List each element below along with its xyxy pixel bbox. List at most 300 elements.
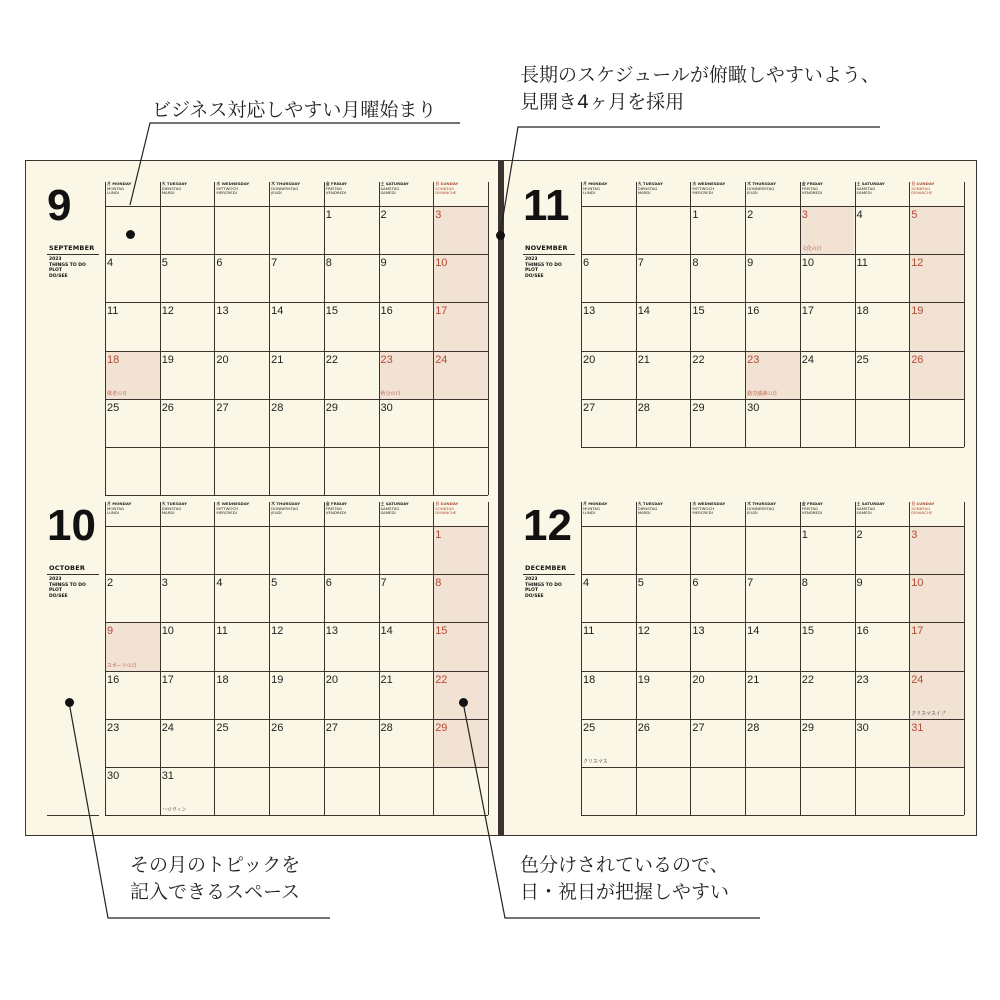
day-number: 4: [583, 577, 590, 590]
day-cell: [379, 254, 434, 302]
day-cell: [581, 622, 636, 670]
grid-vline: [855, 182, 856, 447]
day-cell: [745, 254, 800, 302]
day-number: 20: [216, 353, 229, 366]
weekday-fr: LUNDI: [583, 190, 595, 196]
weekday-header-sunday: [911, 502, 963, 526]
weekday-header-thursday: [271, 502, 323, 526]
day-number: 3: [801, 209, 808, 221]
day-number: 26: [637, 721, 650, 734]
day-number: 5: [637, 577, 644, 590]
weekday-de: SONNTAG: [435, 185, 455, 191]
day-cell: [269, 622, 324, 670]
day-cell: [800, 622, 855, 670]
topic-label: DO/SEE: [49, 273, 68, 279]
weekday-fr: VENDREDI: [801, 190, 823, 196]
grid-hline: [105, 719, 488, 720]
day-number: 7: [271, 257, 278, 270]
weekday-header-friday: [326, 502, 378, 526]
month-name: OCTOBER: [49, 564, 86, 572]
month-topic-labels: [525, 257, 562, 279]
topic-label: THINGS TO DO: [49, 582, 86, 588]
day-number: 2: [380, 209, 387, 221]
weekday-en: 水 WEDNESDAY: [692, 181, 726, 186]
day-number: 11: [583, 625, 595, 638]
day-number: 16: [380, 305, 393, 318]
day-cell: [105, 622, 160, 670]
day-cell: [581, 574, 636, 622]
day-cell: [433, 574, 488, 622]
day-cell: [433, 719, 488, 767]
day-number: 21: [271, 353, 284, 366]
weekday-fr: MERCREDI: [692, 190, 713, 196]
day-cell: [855, 719, 910, 767]
day-cell: [855, 671, 910, 719]
weekday-header-thursday: [747, 502, 799, 526]
weekday-en: 金 FRIDAY: [325, 181, 347, 186]
grid-vline: [800, 182, 801, 447]
holiday-name: 敬老の日: [107, 390, 128, 397]
day-cell: [636, 719, 691, 767]
day-number: 2: [856, 529, 863, 541]
day-cell: [324, 254, 379, 302]
grid-hline: [105, 815, 488, 816]
weekday-fr: MERCREDI: [216, 510, 237, 516]
weekday-header-wednesday: [692, 182, 744, 206]
weekday-en: 水 WEDNESDAY: [216, 181, 250, 186]
day-cell: [105, 719, 160, 767]
weekday-header-monday: [583, 502, 635, 526]
day-number: 4: [107, 257, 114, 270]
day-number: 6: [325, 577, 332, 590]
day-number: 10: [435, 257, 448, 270]
day-number: 17: [435, 305, 448, 318]
day-number: 9: [856, 577, 863, 590]
day-number: 8: [325, 257, 332, 270]
day-number: 5: [161, 257, 168, 270]
weekday-de: DONNERSTAG: [271, 505, 299, 511]
weekday-fr: MERCREDI: [692, 510, 713, 516]
weekday-de: SAMSTAG: [380, 505, 400, 511]
day-number: 5: [911, 209, 918, 221]
weekday-header-tuesday: [162, 502, 214, 526]
grid-hline: [105, 302, 488, 303]
weekday-fr: LUNDI: [107, 510, 119, 516]
day-cell: [160, 254, 215, 302]
weekday-fr: SAMEDI: [856, 510, 872, 516]
day-number: 15: [435, 625, 448, 638]
day-number: 24: [435, 353, 448, 366]
month-block: [25, 160, 501, 480]
holiday-name: スポーツの日: [107, 662, 137, 669]
day-cell: [105, 254, 160, 302]
day-number: 23: [747, 353, 760, 366]
day-number: 27: [325, 721, 339, 734]
weekday-fr: MERCREDI: [216, 190, 237, 196]
grid-vline: [800, 502, 801, 815]
day-cell: [214, 526, 269, 574]
day-number: 18: [107, 353, 120, 366]
weekday-fr: SAMEDI: [380, 510, 396, 516]
day-cell: [855, 574, 910, 622]
holiday-name: 文化の日: [801, 246, 822, 253]
weekday-header-saturday: [857, 182, 909, 206]
day-cell: [433, 206, 488, 254]
topic-label: THINGS TO DO: [49, 262, 86, 268]
weekday-de: DIENSTAG: [637, 505, 658, 511]
day-number: 24: [801, 353, 815, 366]
calendar-grid: [581, 502, 964, 815]
day-number: 1: [801, 529, 808, 541]
weekday-de: SAMSTAG: [380, 185, 400, 191]
day-number: 31: [911, 721, 924, 734]
callout-line: 記入できるスペース: [130, 881, 301, 903]
day-number: 13: [325, 625, 339, 638]
callout-dot-icon: [459, 698, 468, 707]
day-number: 15: [692, 305, 705, 318]
weekday-fr: VENDREDI: [325, 510, 347, 516]
grid-vline: [105, 182, 106, 495]
weekday-de: DIENSTAG: [161, 185, 182, 191]
day-number: 26: [161, 401, 174, 414]
grid-hline: [581, 719, 964, 720]
day-cell: [690, 622, 745, 670]
topic-label: 2023: [49, 257, 62, 262]
day-cell: [433, 622, 488, 670]
day-cell: [379, 622, 434, 670]
day-number: 27: [692, 721, 705, 734]
callout-line: 日・祝日が把握しやすい: [520, 881, 730, 903]
callout-color-coded: [520, 852, 729, 906]
day-cell: [105, 574, 160, 622]
day-cell: [800, 574, 855, 622]
weekday-de: FREITAG: [801, 185, 819, 191]
weekday-en: 月 MONDAY: [583, 501, 608, 506]
weekday-en: 日 SUNDAY: [911, 181, 935, 186]
grid-hline: [581, 574, 964, 575]
day-cell: [909, 767, 964, 815]
weekday-de: DONNERSTAG: [747, 185, 775, 191]
day-number: 28: [747, 721, 760, 734]
grid-vline: [105, 502, 106, 815]
weekday-header-sunday: [435, 182, 487, 206]
day-number: 25: [583, 721, 596, 734]
day-number: 9: [107, 625, 114, 638]
weekday-de: SONNTAG: [911, 185, 931, 191]
day-cell: [105, 399, 160, 447]
day-number: 25: [107, 401, 120, 414]
day-number: 28: [637, 401, 650, 414]
day-cell: [379, 767, 434, 815]
day-cell: [800, 399, 855, 447]
day-number: 26: [911, 353, 924, 366]
grid-hline: [581, 302, 964, 303]
grid-hline: [581, 815, 964, 816]
day-number: 5: [271, 577, 278, 590]
day-cell: [324, 622, 379, 670]
grid-vline: [214, 182, 215, 495]
side-bottom-rule: [47, 815, 99, 816]
day-number: 13: [583, 305, 596, 318]
weekday-en: 月 MONDAY: [107, 181, 132, 186]
day-number: 11: [856, 257, 868, 270]
weekday-en: 月 MONDAY: [583, 181, 608, 186]
weekday-header-friday: [326, 182, 378, 206]
weekday-fr: JEUDI: [747, 510, 758, 516]
grid-vline: [269, 182, 270, 495]
day-cell: [745, 399, 800, 447]
day-number: 11: [216, 625, 228, 638]
weekday-fr: DIMANCHE: [911, 190, 933, 196]
day-number: 6: [216, 257, 223, 270]
holiday-name: 勤労感謝の日: [747, 390, 778, 397]
day-number: 9: [380, 257, 387, 270]
weekday-fr: LUNDI: [583, 510, 595, 516]
weekday-en: 火 TUESDAY: [161, 181, 187, 186]
day-number: 30: [380, 401, 393, 414]
day-cell: [636, 767, 691, 815]
callout-dot-icon: [65, 698, 74, 707]
grid-hline: [105, 206, 488, 207]
callout-dot-icon: [126, 230, 135, 239]
day-cell: [379, 719, 434, 767]
day-number: 10: [161, 625, 174, 638]
day-cell: [581, 399, 636, 447]
day-number: 18: [856, 305, 869, 318]
side-divider: [47, 254, 99, 255]
day-cell: [855, 526, 910, 574]
day-cell: [636, 254, 691, 302]
weekday-en: 火 TUESDAY: [637, 501, 663, 506]
grid-hline: [581, 447, 964, 448]
day-number: 21: [380, 673, 393, 686]
day-number: 19: [271, 673, 284, 686]
day-cell: [269, 719, 324, 767]
planner-spread: [25, 160, 977, 836]
day-number: 7: [747, 577, 754, 590]
month-name: SEPTEMBER: [49, 244, 95, 252]
topic-label: DO/SEE: [525, 273, 544, 279]
weekday-en: 木 THURSDAY: [271, 181, 300, 186]
callout-line: 色分けされているので、: [520, 854, 729, 876]
day-cell: [105, 302, 160, 350]
weekday-header-monday: [583, 182, 635, 206]
event-note: クリスマスイブ: [911, 710, 946, 717]
weekday-en: 水 WEDNESDAY: [692, 501, 726, 506]
day-cell: [105, 351, 160, 399]
day-number: 13: [692, 625, 705, 638]
day-number: 24: [161, 721, 174, 734]
topic-label: DO/SEE: [525, 593, 544, 599]
day-cell: [433, 526, 488, 574]
day-cell: [160, 399, 215, 447]
day-cell: [909, 351, 964, 399]
grid-vline: [379, 502, 380, 815]
weekday-en: 木 THURSDAY: [747, 181, 776, 186]
day-cell: [855, 351, 910, 399]
day-number: 16: [856, 625, 869, 638]
day-number: 1: [435, 529, 442, 541]
month-topic-labels: [49, 577, 86, 599]
day-cell: [214, 671, 269, 719]
day-cell: [324, 526, 379, 574]
day-cell: [379, 399, 434, 447]
event-note: クリスマス: [583, 758, 608, 765]
day-number: 20: [325, 673, 339, 686]
weekday-header-thursday: [747, 182, 799, 206]
weekday-fr: DIMANCHE: [435, 510, 457, 516]
weekday-header-wednesday: [216, 502, 268, 526]
day-cell: [855, 254, 910, 302]
day-number: 24: [911, 673, 924, 686]
day-cell: [909, 574, 964, 622]
day-cell: [636, 206, 691, 254]
day-number: 22: [435, 673, 448, 686]
weekday-de: FREITAG: [801, 505, 819, 511]
day-number: 10: [911, 577, 924, 590]
day-cell: [636, 302, 691, 350]
day-cell: [433, 767, 488, 815]
grid-vline: [964, 502, 965, 815]
day-number: 7: [637, 257, 644, 270]
day-number: 28: [380, 721, 393, 734]
weekday-de: DONNERSTAG: [747, 505, 775, 511]
day-number: 31: [161, 770, 174, 782]
day-number: 15: [801, 625, 815, 638]
day-cell: [379, 206, 434, 254]
weekday-header-wednesday: [216, 182, 268, 206]
day-number: 16: [107, 673, 120, 686]
weekday-header-friday: [802, 502, 854, 526]
month-block: [25, 480, 501, 814]
day-cell: [581, 254, 636, 302]
topic-label: 2023: [525, 257, 538, 262]
callout-line: その月のトピックを: [130, 854, 301, 876]
day-cell: [581, 767, 636, 815]
weekday-de: DONNERSTAG: [271, 185, 299, 191]
day-cell: [690, 526, 745, 574]
weekday-de: FREITAG: [325, 505, 343, 511]
weekday-header-friday: [802, 182, 854, 206]
weekday-header-thursday: [271, 182, 323, 206]
day-cell: [909, 719, 964, 767]
grid-vline: [214, 502, 215, 815]
grid-hline: [581, 526, 964, 527]
day-cell: [909, 622, 964, 670]
day-number: 21: [747, 673, 760, 686]
day-cell: [214, 254, 269, 302]
grid-vline: [488, 182, 489, 495]
weekday-en: 日 SUNDAY: [435, 181, 459, 186]
day-number: 22: [801, 673, 815, 686]
weekday-en: 火 TUESDAY: [161, 501, 187, 506]
weekday-fr: DIMANCHE: [435, 190, 457, 196]
day-cell: [745, 719, 800, 767]
month-number: 12: [523, 501, 572, 550]
day-cell: [690, 671, 745, 719]
day-cell: [379, 574, 434, 622]
calendar-grid: [105, 502, 488, 815]
day-cell: [324, 399, 379, 447]
day-cell: [433, 351, 488, 399]
day-cell: [324, 767, 379, 815]
day-number: 13: [216, 305, 229, 318]
day-cell: [690, 574, 745, 622]
calendar-grid: [581, 182, 964, 447]
side-divider: [523, 574, 575, 575]
grid-vline: [269, 502, 270, 815]
weekday-de: SONNTAG: [435, 505, 455, 511]
grid-vline: [964, 182, 965, 447]
grid-vline: [745, 502, 746, 815]
weekday-en: 金 FRIDAY: [801, 501, 823, 506]
weekday-fr: VENDREDI: [325, 190, 347, 196]
day-cell: [909, 671, 964, 719]
day-cell: [160, 767, 215, 815]
day-cell: [855, 206, 910, 254]
weekday-de: MONTAG: [583, 185, 601, 191]
day-cell: [214, 767, 269, 815]
day-cell: [214, 351, 269, 399]
month-topic-labels: [525, 577, 562, 599]
day-number: 18: [583, 673, 596, 686]
weekday-en: 金 FRIDAY: [801, 181, 823, 186]
weekday-fr: SAMEDI: [856, 190, 872, 196]
weekday-fr: LUNDI: [107, 190, 119, 196]
day-cell: [379, 302, 434, 350]
grid-vline: [160, 502, 161, 815]
weekday-fr: MARDI: [637, 190, 651, 196]
day-number: 3: [161, 577, 168, 590]
weekday-en: 土 SATURDAY: [380, 501, 409, 506]
day-cell: [269, 574, 324, 622]
weekday-en: 金 FRIDAY: [325, 501, 347, 506]
day-cell: [800, 254, 855, 302]
grid-vline: [581, 502, 582, 815]
day-cell: [690, 719, 745, 767]
day-cell: [636, 671, 691, 719]
day-cell: [269, 351, 324, 399]
weekday-en: 日 SUNDAY: [435, 501, 459, 506]
day-cell: [745, 526, 800, 574]
day-number: 12: [161, 305, 174, 318]
grid-vline: [745, 182, 746, 447]
weekday-de: MONTAG: [107, 185, 125, 191]
day-cell: [379, 351, 434, 399]
day-cell: [636, 574, 691, 622]
day-cell: [324, 574, 379, 622]
day-number: 1: [692, 209, 699, 221]
day-cell: [690, 399, 745, 447]
weekday-fr: SAMEDI: [380, 190, 396, 196]
topic-label: 2023: [525, 577, 538, 582]
day-cell: [800, 671, 855, 719]
day-cell: [160, 351, 215, 399]
day-number: 19: [637, 673, 650, 686]
grid-vline: [324, 182, 325, 495]
callout-topic-space: [130, 852, 300, 906]
weekday-en: 月 MONDAY: [107, 501, 132, 506]
grid-hline: [105, 399, 488, 400]
day-number: 2: [107, 577, 114, 590]
grid-vline: [433, 502, 434, 815]
weekday-de: DIENSTAG: [161, 505, 182, 511]
weekday-header-saturday: [857, 502, 909, 526]
day-cell: [581, 302, 636, 350]
day-number: 3: [435, 209, 442, 221]
month-number: 9: [47, 181, 72, 230]
grid-vline: [160, 182, 161, 495]
